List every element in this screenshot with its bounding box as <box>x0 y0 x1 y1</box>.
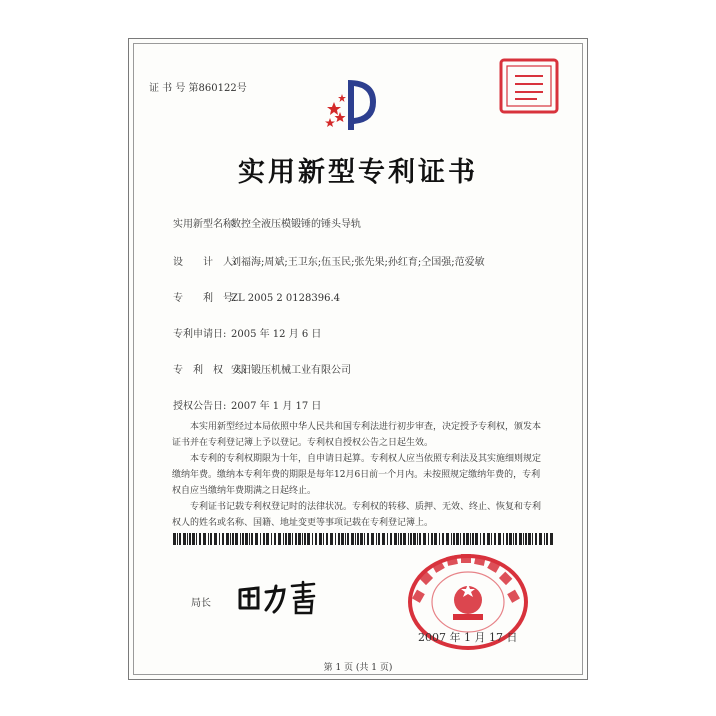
field-label: 设 计 人: <box>173 257 237 268</box>
field-patent-number <box>173 289 340 304</box>
field-value: 安阳锻压机械工业有限公司 <box>231 365 351 376</box>
director-label: 局长 <box>191 598 211 609</box>
field-value: 数控全液压模锻锤的锤头导轨 <box>231 219 361 230</box>
certificate-body <box>172 419 544 531</box>
field-label: 专 利 权 人: <box>173 365 247 376</box>
field-value: 刘福海;周斌;王卫东;伍玉民;张先果;孙红育;仝国强;范爱敏 <box>231 257 485 268</box>
patent-office-logo <box>318 72 384 138</box>
field-value: ZL 2005 2 0128396.4 <box>231 293 341 304</box>
field-application-date <box>173 325 321 340</box>
field-label: 实用新型名称: <box>173 219 237 230</box>
issue-date: 2007 年 1 月 17 日 <box>418 631 518 644</box>
field-designers <box>173 253 485 268</box>
certificate-title: 实用新型专利证书 <box>238 157 478 188</box>
barcode <box>173 533 553 545</box>
body-paragraph: 专利证书记载专利权登记时的法律状况。专利权的转移、质押、无效、终止、恢复和专利权人的姓名或名称、国籍、地址变更等事项记载在专利登记簿上。 <box>172 502 542 528</box>
field-grant-announcement-date <box>173 397 321 412</box>
field-label: 专利申请日: <box>173 329 227 340</box>
certificate-number: 证 书 号 第860122号 <box>149 83 247 94</box>
field-patentee <box>173 361 351 376</box>
field-label: 专 利 号: <box>173 293 237 304</box>
field-label: 授权公告日: <box>173 401 227 412</box>
top-right-red-stamp <box>497 54 561 118</box>
page-number: 第 1 页 (共 1 页) <box>323 663 393 673</box>
director-signature <box>236 578 320 616</box>
field-value: 2005 年 12 月 6 日 <box>231 329 322 340</box>
body-paragraph: 本专利的专利权期限为十年，自申请日起算。专利权人应当依照专利法及其实施细则规定缴纳年费。缴纳本专利年费的期限是每年12月6日前一个月内。未按照规定缴纳年费的，专利权自应当缴纳年费期满之日起终止。 <box>172 454 542 496</box>
body-paragraph: 本实用新型经过本局依照中华人民共和国专利法进行初步审查，决定授予专利权，颁发本证书并在专利登记簿上予以登记。专利权自授权公告之日起生效。 <box>172 422 542 448</box>
field-utility-model-name <box>173 215 361 230</box>
field-value: 2007 年 1 月 17 日 <box>231 401 322 412</box>
